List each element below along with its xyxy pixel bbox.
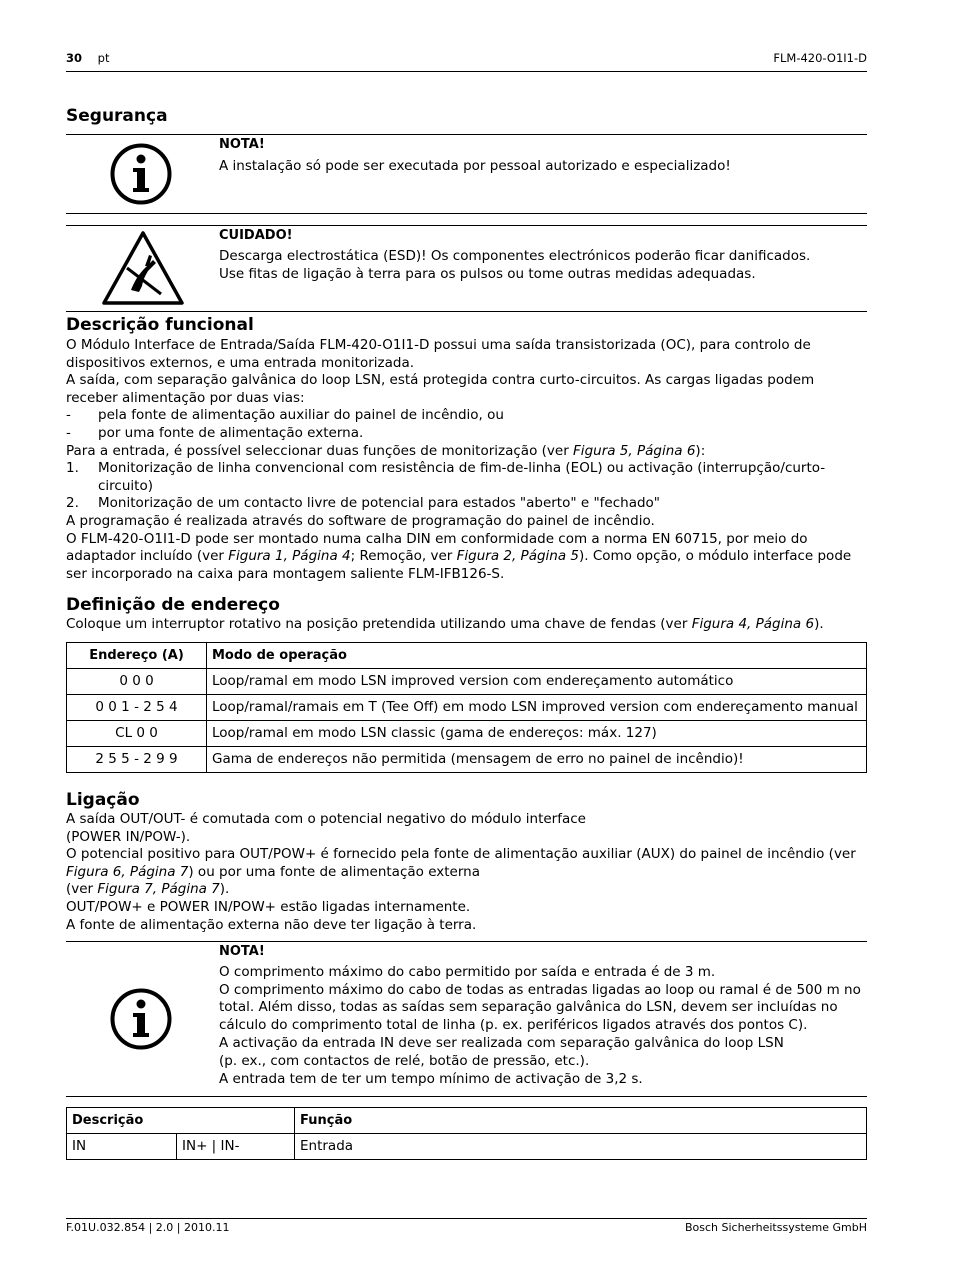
descricao-body — [66, 337, 867, 583]
text: O FLM-420-O1I1-D pode ser montado numa calha DIN em conformidade com a norma EN 60715, por meio do adaptador incluído (ver — [66, 530, 808, 565]
paragraph: A saída OUT/OUT- é comutada com o potencial negativo do módulo interface — [66, 811, 586, 827]
header-rule — [66, 71, 867, 72]
list-item — [66, 495, 867, 513]
text: ) ou por uma fonte de alimentação externa — [188, 863, 481, 880]
table-row — [67, 669, 867, 695]
table-row — [67, 695, 867, 721]
paragraph: O Módulo Interface de Entrada/Saída FLM-420-O1I1-D possui uma saída transistorizada (OC), para controlo de dispositivos externos, e uma entrada monitorizada. — [66, 337, 811, 371]
table-header-row — [67, 643, 867, 669]
terminal-cell: IN+ | IN- — [177, 1134, 295, 1160]
bullet-marker: - — [66, 407, 71, 424]
nota-text: A instalação só pode ser executada por pessoal autorizado e especializado! — [219, 158, 731, 174]
notice-rule — [66, 213, 867, 214]
io-table — [66, 1107, 867, 1160]
table-row — [67, 1134, 867, 1160]
nota-line: (p. ex., com contactos de relé, botão de pressão, etc.). — [219, 1052, 590, 1069]
paragraph: (POWER IN/POW-). — [66, 828, 191, 845]
cuidado-line: Use fitas de ligação à terra para os pulsos ou tome outras medidas adequadas. — [219, 266, 756, 282]
text: Coloque um interruptor rotativo na posição pretendida utilizando uma chave de fendas (ver — [66, 616, 692, 632]
mode-cell: Gama de endereços não permitida (mensagem de erro no painel de incêndio)! — [207, 747, 867, 773]
column-header: Função — [295, 1108, 867, 1134]
column-header: Modo de operação — [207, 643, 867, 669]
section-title-seguranca: Segurança — [66, 106, 168, 126]
column-header: Descrição — [67, 1108, 295, 1134]
footer-rule — [66, 1218, 867, 1219]
text: ). — [814, 616, 824, 632]
language-code: pt — [97, 51, 110, 65]
paragraph — [66, 616, 867, 634]
address-cell: CL 0 0 — [67, 721, 207, 747]
nota-label: NOTA! — [219, 137, 265, 152]
number-marker: 2. — [66, 495, 79, 512]
text: ; Remoção, ver — [350, 548, 457, 565]
table-header-row — [67, 1108, 867, 1134]
section-title-descricao: Descrição funcional — [66, 315, 254, 335]
page-footer — [66, 1221, 867, 1234]
notice-rule — [66, 134, 867, 135]
text: ): — [695, 442, 706, 459]
address-cell: 0 0 0 — [67, 669, 207, 695]
info-icon — [109, 142, 173, 210]
mode-cell: Loop/ramal em modo LSN classic (gama de endereços: máx. 127) — [207, 721, 867, 747]
figure-reference: Figura 1, Página 4 — [228, 548, 351, 565]
info-icon — [109, 987, 173, 1055]
bullet-marker: - — [66, 424, 71, 441]
cuidado-notice — [219, 227, 869, 283]
ligacao-nota-notice — [219, 943, 869, 1088]
address-cell: 2 5 5 - 2 9 9 — [67, 747, 207, 773]
mode-cell: Loop/ramal em modo LSN improved version com endereçamento automático — [207, 669, 867, 695]
notice-rule — [66, 311, 867, 312]
notice-rule — [66, 941, 867, 942]
figure-reference: Figura 5, Página 6 — [573, 442, 696, 459]
figure-reference: Figura 2, Página 5 — [456, 548, 579, 565]
list-item-text: Monitorização de linha convencional com resistência de fim-de-linha (EOL) ou activação (interrupção/curto-circuito) — [98, 460, 826, 494]
footer-doc-ref: F.01U.032.854 | 2.0 | 2010.11 — [66, 1221, 230, 1234]
nota-line: O comprimento máximo do cabo de todas as entradas ligadas ao loop ou ramal é de 500 m no total. Além disso, todas as saídas sem separação galvânica do LSN, devem ser incluídas no cálculo do comprimento total de linha (p. ex. periféricos ligados através dos pontos C). — [219, 981, 861, 1034]
table-row — [67, 747, 867, 773]
nota-line: A activação da entrada IN deve ser realizada com separação galvânica do loop LSN — [219, 1034, 784, 1051]
paragraph — [66, 531, 867, 584]
number-marker: 1. — [66, 460, 79, 477]
column-header: Endereço (A) — [67, 643, 207, 669]
list-item — [66, 425, 867, 443]
list-item-text: Monitorização de um contacto livre de potencial para estados "aberto" e "fechado" — [98, 495, 661, 512]
notice-rule — [66, 1096, 867, 1097]
list-item — [66, 407, 867, 425]
paragraph — [66, 846, 867, 881]
text: Para a entrada, é possível seleccionar duas funções de monitorização (ver — [66, 442, 574, 459]
section-title-definicao: Definição de endereço — [66, 595, 280, 615]
paragraph: A saída, com separação galvânica do loop LSN, está protegida contra curto-circuitos. As cargas ligadas podem receber alimentação por duas vias: — [66, 372, 815, 406]
text: ). Como opção, o módulo interface pode ser incorporado na caixa para montagem saliente FLM-IFB126-S. — [66, 548, 852, 582]
nota-notice — [219, 136, 869, 175]
footer-company: Bosch Sicherheitssysteme GmbH — [684, 1221, 867, 1234]
esd-warning-icon — [101, 230, 185, 310]
figure-reference: Figura 6, Página 7 — [66, 863, 189, 880]
paragraph: A fonte de alimentação externa não deve ter ligação à terra. — [66, 916, 477, 933]
figure-reference: Figura 4, Página 6 — [691, 616, 815, 632]
address-table — [66, 642, 867, 773]
list-item — [66, 460, 867, 495]
paragraph: A programação é realizada através do software de programação do painel de incêndio. — [66, 512, 655, 529]
text: ). — [219, 881, 230, 898]
address-cell: 0 0 1 - 2 5 4 — [67, 695, 207, 721]
cuidado-line: Descarga electrostática (ESD)! Os componentes electrónicos poderão ficar danificados. — [219, 248, 811, 264]
mode-cell: Loop/ramal/ramais em T (Tee Off) em modo LSN improved version com endereçamento manual — [207, 695, 867, 721]
paragraph — [66, 443, 867, 461]
nota-line: O comprimento máximo do cabo permitido por saída e entrada é de 3 m. — [219, 963, 716, 980]
definicao-body — [66, 616, 867, 634]
function-cell: Entrada — [295, 1134, 867, 1160]
page-header — [66, 51, 867, 65]
document-id: FLM-420-O1I1-D — [773, 51, 867, 65]
paragraph — [66, 881, 867, 899]
list-item-text: pela fonte de alimentação auxiliar do painel de incêndio, ou — [98, 407, 504, 424]
section-title-ligacao: Ligação — [66, 790, 140, 810]
paragraph: OUT/POW+ e POWER IN/POW+ estão ligadas internamente. — [66, 898, 471, 915]
figure-reference: Figura 7, Página 7 — [97, 881, 220, 898]
table-row — [67, 721, 867, 747]
text: (ver — [66, 881, 98, 898]
text: O potencial positivo para OUT/POW+ é fornecido pela fonte de alimentação auxiliar (AUX) do painel de incêndio (ver — [66, 846, 856, 863]
ligacao-body — [66, 811, 867, 934]
nota-line: A entrada tem de ter um tempo mínimo de activação de 3,2 s. — [219, 1070, 643, 1087]
cuidado-label: CUIDADO! — [219, 228, 293, 243]
page-number: 30 — [66, 51, 83, 65]
nota-label: NOTA! — [219, 944, 265, 959]
notice-rule — [66, 225, 867, 226]
list-item-text: por uma fonte de alimentação externa. — [98, 424, 364, 441]
description-cell: IN — [67, 1134, 177, 1160]
